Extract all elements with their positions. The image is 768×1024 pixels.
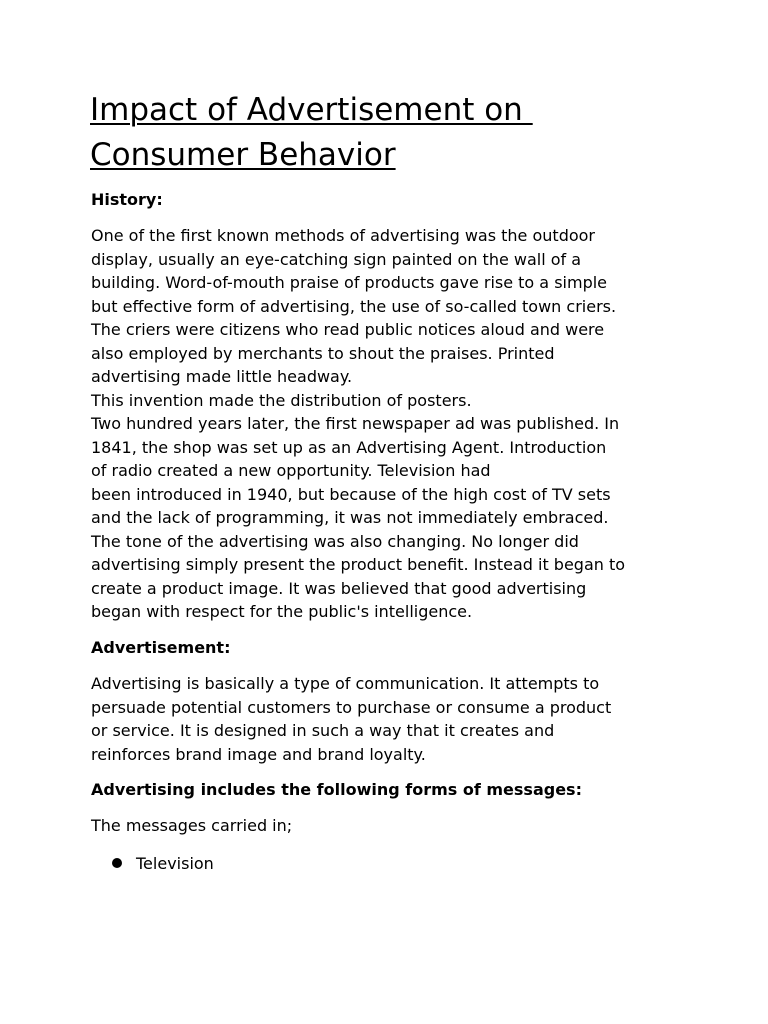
history-line: advertising made little headway. xyxy=(91,367,353,386)
history-line: also employed by merchants to shout the praises. Printed xyxy=(91,343,555,363)
history-line: The criers were citizens who read public notices aloud and were xyxy=(91,320,605,339)
history-line: of radio created a new opportunity. Television had xyxy=(91,461,491,480)
history-line: create a product image. It was believed that good advertising xyxy=(91,578,587,598)
history-line: Two hundred years later, the first newspaper ad was published. In xyxy=(91,414,620,433)
advertisement-line: Advertising is basically a type of communication. It attempts to xyxy=(91,674,600,693)
bullet-text: Television xyxy=(136,853,214,873)
history-line: but effective form of advertising, the use of so-called town criers. xyxy=(91,296,617,316)
forms-intro-line: The messages carried in; xyxy=(91,816,293,835)
history-line: This invention made the distribution of posters. xyxy=(91,390,472,410)
history-heading: History: xyxy=(91,190,163,209)
advertisement-line: persuade potential customers to purchase or consume a product xyxy=(91,697,612,717)
history-line: advertising simply present the product benefit. Instead it began to xyxy=(91,555,626,574)
history-line: began with respect for the public's intelligence. xyxy=(91,602,473,621)
history-paragraph xyxy=(91,224,711,624)
bullet-icon xyxy=(112,858,122,868)
document-title: Impact of Advertisement on Consumer Behavior xyxy=(90,92,523,173)
advertisement-line: reinforces brand image and brand loyalty. xyxy=(91,744,426,764)
advertisement-paragraph xyxy=(91,672,711,766)
history-line: display, usually an eye-catching sign painted on the wall of a xyxy=(91,249,582,269)
forms-intro xyxy=(91,814,711,838)
history-line: and the lack of programming, it was not immediately embraced. xyxy=(91,508,609,527)
advertisement-line: or service. It is designed in such a way that it creates and xyxy=(91,721,555,740)
history-line: One of the first known methods of advertising was the outdoor xyxy=(91,226,595,245)
history-line: been introduced in 1940, but because of the high cost of TV sets xyxy=(91,484,611,504)
forms-heading: Advertising includes the following forms of messages: xyxy=(91,780,582,799)
advertisement-heading: Advertisement: xyxy=(91,638,231,657)
bullet-list-item xyxy=(112,851,214,875)
history-line: The tone of the advertising was also changing. No longer did xyxy=(91,531,579,551)
history-line: building. Word-of-mouth praise of products gave rise to a simple xyxy=(91,273,608,292)
history-line: 1841, the shop was set up as an Advertising Agent. Introduction xyxy=(91,437,607,457)
